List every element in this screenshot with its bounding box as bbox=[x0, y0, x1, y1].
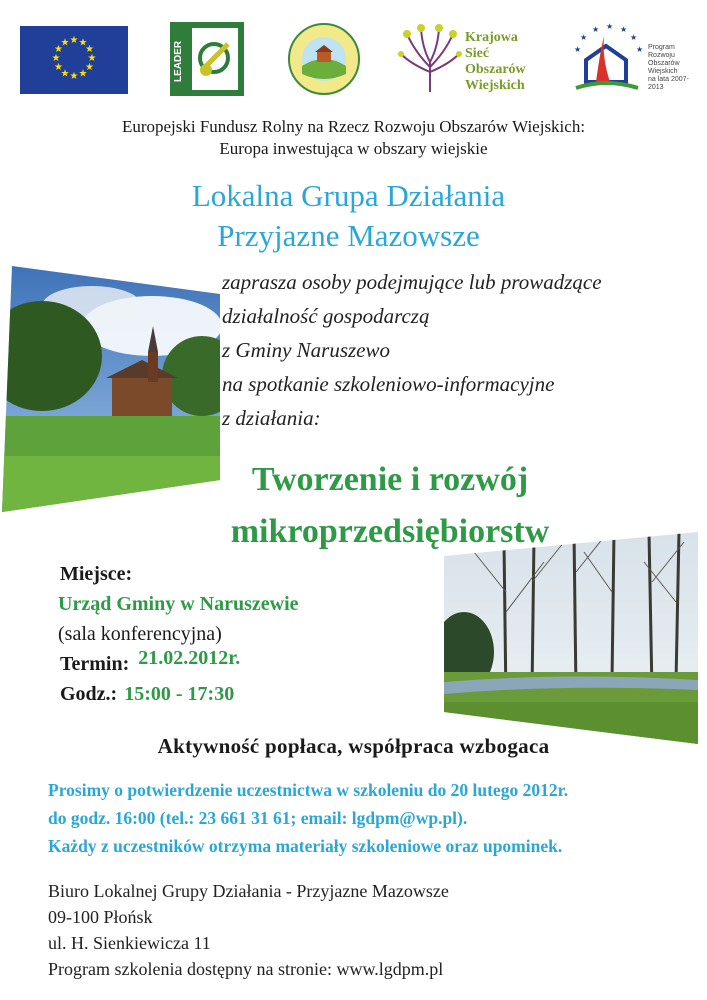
notice-line: Prosimy o potwierdzenie uczestnictwa w szkoleniu do 20 lutego 2012r. bbox=[48, 780, 569, 800]
svg-text:★: ★ bbox=[606, 22, 614, 31]
svg-text:★: ★ bbox=[630, 33, 638, 42]
date-label: Termin: bbox=[60, 653, 130, 675]
invitation-line: zaprasza osoby podejmujące lub prowadzące bbox=[222, 270, 602, 294]
office-website: Program szkolenia dostępny na stronie: www.lgdpm.pl bbox=[48, 959, 444, 979]
title-line-2: Przyjazne Mazowsze bbox=[217, 218, 480, 253]
svg-text:★: ★ bbox=[78, 37, 88, 49]
office-info bbox=[48, 878, 449, 982]
notice-line: do godz. 16:00 (tel.: 23 661 31 61; email: lgdpm@wp.pl). bbox=[48, 808, 468, 828]
invitation-line: z Gminy Naruszewo bbox=[222, 338, 391, 362]
park-photo bbox=[444, 532, 698, 744]
svg-text:★: ★ bbox=[51, 53, 61, 64]
office-name: Biuro Lokalnej Grupy Działania - Przyjazne Mazowsze bbox=[48, 881, 449, 901]
svg-text:★: ★ bbox=[87, 53, 97, 64]
time-value: 15:00 - 17:30 bbox=[124, 683, 235, 705]
invitation-text bbox=[222, 268, 602, 433]
prow-logo bbox=[566, 22, 691, 96]
invitation-line: z działania: bbox=[222, 406, 321, 430]
office-postcode: 09-100 Płońsk bbox=[48, 907, 153, 927]
eafrd-line-2: Europa inwestująca w obszary wiejskie bbox=[219, 139, 488, 158]
svg-text:★: ★ bbox=[636, 45, 644, 54]
event-details bbox=[60, 559, 299, 709]
svg-text:★: ★ bbox=[60, 68, 70, 80]
date-row bbox=[60, 649, 299, 679]
place-note: (sala konferencyjna) bbox=[58, 623, 222, 645]
leader-logo bbox=[170, 22, 244, 96]
title-line-1: Lokalna Grupa Działania bbox=[191, 178, 506, 213]
program-line-2: mikroprzedsiębiorstw bbox=[230, 513, 550, 550]
registration-notice bbox=[48, 776, 568, 860]
ksow-logo bbox=[397, 22, 547, 96]
eu-flag-logo bbox=[20, 26, 128, 94]
svg-text:★: ★ bbox=[54, 62, 63, 73]
place-label: Miejsce: bbox=[60, 563, 133, 585]
svg-text:★: ★ bbox=[69, 35, 79, 46]
office-street: ul. H. Sienkiewicza 11 bbox=[48, 933, 211, 953]
eafrd-line-1: Europejski Fundusz Rolny na Rzecz Rozwoju Obszarów Wiejskich: bbox=[121, 117, 586, 136]
invitation-line: na spotkanie szkoleniowo-informacyjne bbox=[222, 372, 555, 396]
lgd-seal-logo bbox=[287, 22, 361, 96]
svg-text:★: ★ bbox=[580, 33, 588, 42]
date-value: 21.02.2012r. bbox=[138, 647, 241, 669]
svg-text:★: ★ bbox=[592, 25, 600, 34]
svg-text:★: ★ bbox=[78, 68, 88, 80]
place-value: Urząd Gminy w Naruszewie bbox=[58, 593, 299, 615]
notice-line: Każdy z uczestników otrzyma materiały szkoleniowe oraz upominek. bbox=[48, 836, 563, 856]
svg-text:★: ★ bbox=[85, 44, 94, 55]
leader-logo-text: LEADER bbox=[173, 40, 184, 82]
invitation-line: działalność gospodarczą bbox=[222, 304, 430, 328]
svg-text:★: ★ bbox=[85, 62, 94, 73]
ksow-logo-text: Krajowa Sieć Obszarów Wiejskich bbox=[465, 30, 526, 93]
time-row bbox=[60, 679, 299, 709]
svg-text:★: ★ bbox=[69, 71, 79, 82]
svg-text:★: ★ bbox=[620, 25, 628, 34]
svg-text:★: ★ bbox=[60, 37, 70, 49]
svg-text:★: ★ bbox=[54, 44, 63, 55]
svg-text:★: ★ bbox=[574, 45, 582, 54]
motto: Aktywność popłaca, współpraca wzbogaca bbox=[157, 734, 550, 758]
time-label: Godz.: bbox=[60, 683, 118, 705]
page-title bbox=[0, 176, 697, 256]
program-line-1: Tworzenie i rozwój bbox=[251, 461, 529, 498]
eafrd-slogan bbox=[0, 116, 707, 160]
prow-logo-text: Program Rozwoju Obszarów Wiejskich na lata 2007-2013 bbox=[648, 44, 689, 91]
